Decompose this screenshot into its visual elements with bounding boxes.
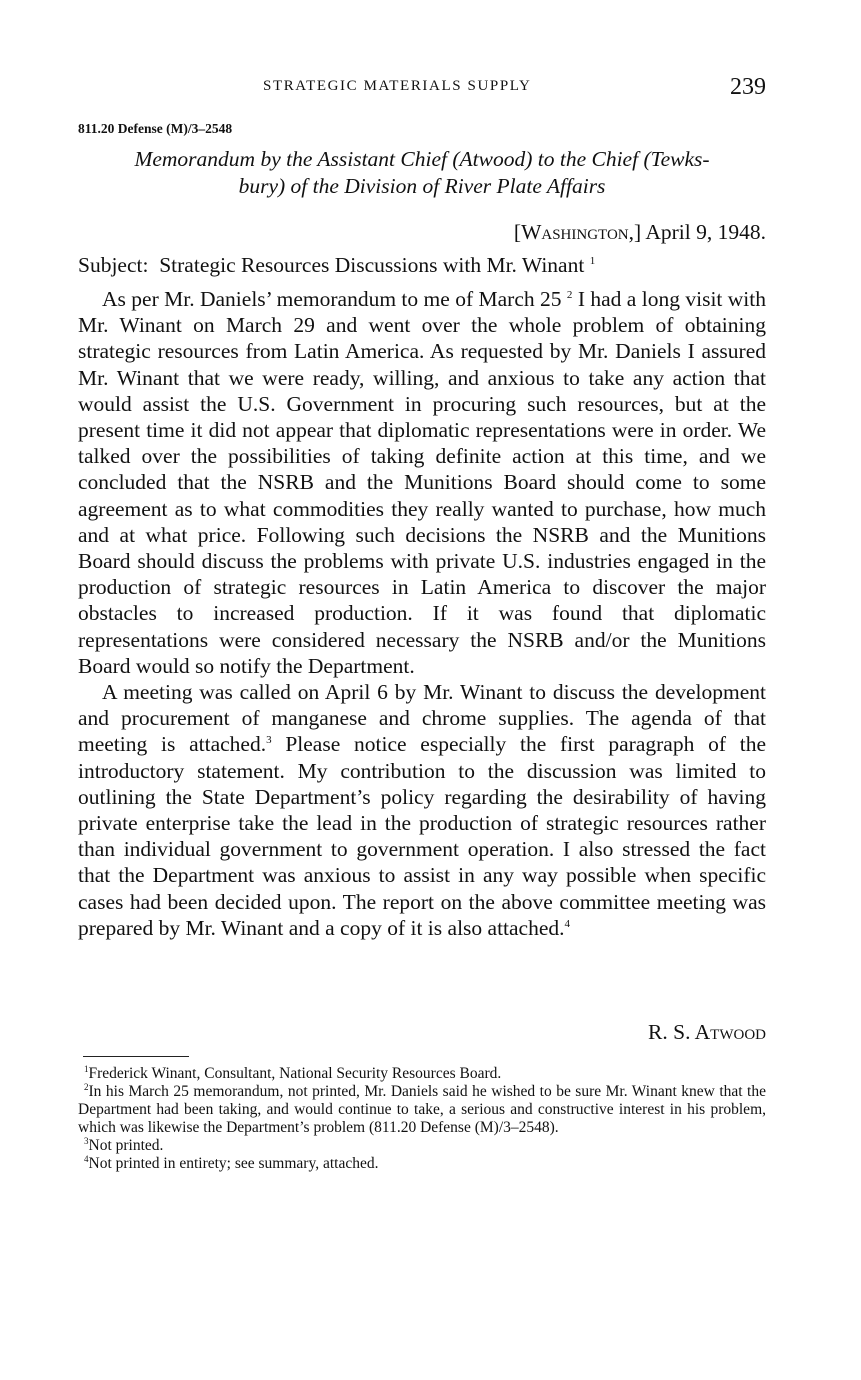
footnote-mark: 4 <box>84 1153 89 1164</box>
dateline-date: April 9, 1948. <box>645 220 766 244</box>
running-title: STRATEGIC MATERIALS SUPPLY <box>263 78 532 94</box>
body-paragraph <box>78 286 766 679</box>
footnote-text: Frederick Winant, Consultant, National Security Resources Board. <box>88 1065 502 1082</box>
body-paragraph <box>78 679 766 941</box>
dateline-place: Washington, <box>521 220 634 244</box>
footnote-mark: 3 <box>84 1135 89 1146</box>
footnote-divider <box>83 1056 189 1057</box>
footnote-ref: 1 <box>589 254 596 267</box>
footnote-mark: 2 <box>84 1081 89 1092</box>
paragraph-text: As per Mr. Daniels’ memorandum to me of March 25 <box>102 287 562 311</box>
page-number: 239 <box>730 74 766 100</box>
footnote <box>78 1155 766 1173</box>
footnote <box>78 1083 766 1137</box>
document-title-line-2: bury) of the Division of River Plate Affairs <box>238 174 606 198</box>
subject-line <box>78 253 595 278</box>
footnote-text: Not printed. <box>88 1137 164 1154</box>
footnote-ref: 4 <box>564 917 571 930</box>
paragraph-text: Please notice especially the first paragraph of the introductory statement. My contribution to the discussion was limited to outlining the State Department’s policy regarding the desirability of having private enterprise take the lead in the production of strategic resources rather than individual government to government operation. I also stressed the fact that the Department was anxious to assist in any way possible when specific cases had been decided upon. The report on the above committee meeting was prepared by Mr. Winant and a copy of it is also attached. <box>78 732 766 940</box>
footnote-ref: 2 <box>566 288 573 301</box>
signature: R. S. Atwood <box>648 1020 766 1044</box>
footnotes <box>78 1065 766 1173</box>
running-head <box>78 74 766 102</box>
footnote-mark: 1 <box>84 1063 89 1074</box>
subject-label: Subject: <box>78 253 149 277</box>
dateline: [Washington,] April 9, 1948. <box>513 220 766 244</box>
memorandum-body <box>78 286 766 941</box>
footnote <box>78 1137 766 1155</box>
footnote-ref: 3 <box>266 734 272 747</box>
paragraph-text: I had a long visit with Mr. Winant on March 29 and went over the whole problem of obtaining strategic resources from Latin America. As requested by Mr. Daniels I assured Mr. Winant that we were ready, willing, and anxious to take any action that would assist the U.S. Government in procuring such resources, but at the present time it did not appear that diplomatic representations were in order. We talked over the possibilities of taking definite action at this time, and we concluded that the NSRB and the Munitions Board should come to some agreement as to what commodities they really wanted to purchase, how much and at what price. Following such decisions the NSRB and the Munitions Board should discuss the problems with private U.S. industries engaged in the production of strategic resources in Latin America to discover the major obstacles to increased production. If it was found that diplomatic representations were considered necessary the NSRB and/or the Munitions Board would so notify the Department. <box>78 287 767 678</box>
document-title <box>78 146 766 200</box>
subject-text: Strategic Resources Discussions with Mr. Winant <box>159 253 585 277</box>
footnote-text: Not printed in entirety; see summary, attached. <box>88 1155 379 1172</box>
paragraph-text: A meeting was called on April 6 by Mr. Winant to discuss the development and procurement of manganese and chrome supplies. The agenda of that meeting is attached. <box>78 680 766 757</box>
file-reference: 811.20 Defense (M)/3–2548 <box>78 121 233 136</box>
document-title-line-1: Memorandum by the Assistant Chief (Atwood) to the Chief (Tewks- <box>134 147 710 171</box>
footnote <box>78 1065 766 1083</box>
footnote-text: In his March 25 memorandum, not printed, Mr. Daniels said he wished to be sure Mr. Winant knew that the Department had been taking, and would continue to take, a serious and constructive interest in his problem, which was likewise the Department’s problem (811.20 Defense (M)/3–2548). <box>78 1083 766 1136</box>
